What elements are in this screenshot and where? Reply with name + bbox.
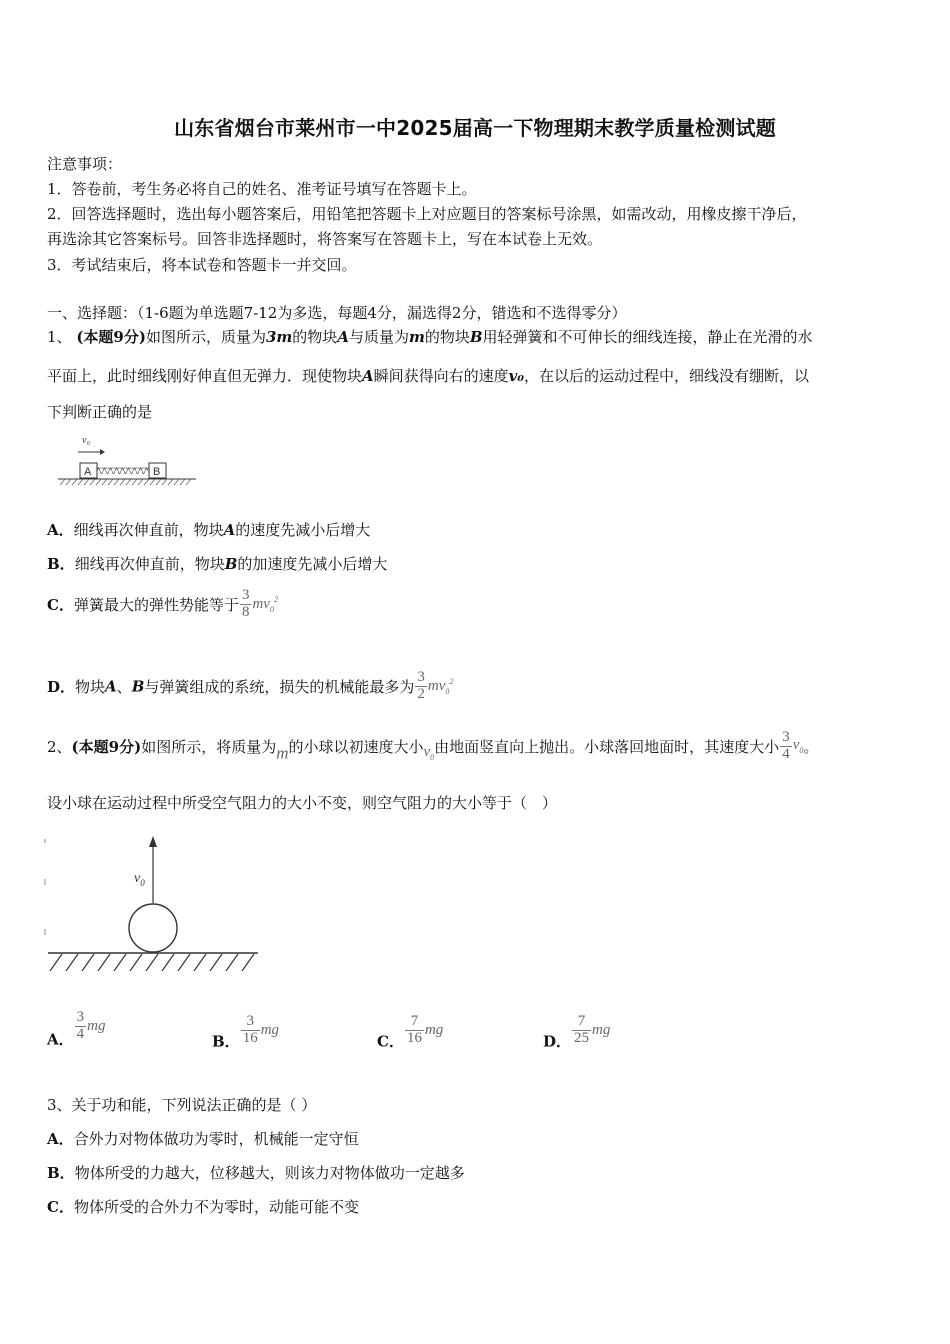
q1-fig-block-a-label: A (84, 466, 92, 478)
q2-fig-ball (129, 904, 177, 952)
expr-superscript: 2 (449, 676, 454, 686)
q1-option-b[interactable] (47, 553, 387, 574)
q2-fig-arrowhead (149, 836, 157, 847)
q1-figure (56, 433, 198, 491)
q3-option-b[interactable] (47, 1162, 465, 1183)
q1-fig-velocity-label: v₀ (82, 435, 90, 446)
option-label: D． (47, 677, 76, 696)
fraction-numerator: 3 (782, 729, 790, 745)
q2-number: 2、 (47, 737, 72, 756)
q1-stem-line2 (47, 365, 809, 386)
fraction-numerator: 3 (241, 587, 250, 603)
q2-text: 的小球以初速度大小 (288, 737, 424, 756)
expr-subscript: 0 (799, 746, 804, 756)
q1-text: ，在以后的运动过程中，细线没有绷断，以 (523, 367, 809, 385)
option-expression: mg (592, 1021, 611, 1038)
q2-text: 如图所示，将质量为 (141, 737, 277, 756)
fraction-denominator: 4 (782, 745, 790, 762)
q1-fig-spring (97, 469, 148, 474)
option-fraction (572, 1014, 591, 1047)
q1-score: (本题9分) (76, 328, 146, 346)
q2-option-b[interactable] (212, 1014, 279, 1051)
option-expression: mg (260, 1021, 280, 1038)
option-expression: mg (424, 1021, 444, 1038)
expr-base: mv (427, 677, 446, 694)
option-label: C． (377, 1032, 404, 1051)
q1-option-a[interactable] (47, 519, 370, 540)
option-expression: mg (87, 1017, 106, 1034)
section-heading: 一、选择题：（1-6题为单选题7-12为多选，每题4分，漏选得2分，错选和不选得零分） (47, 304, 627, 322)
expr-base: mv (252, 595, 270, 612)
option-block: A (105, 677, 117, 696)
q1-stem-line3: 下判断正确的是 (47, 403, 153, 421)
option-block: B (224, 555, 238, 573)
fraction-numerator: 7 (410, 1013, 419, 1029)
q2-initial-velocity (423, 744, 435, 763)
notice-item: 1．答卷前，考生务必将自己的姓名、准考证号填写在答题卡上。 (47, 180, 477, 198)
option-label: C． (47, 595, 74, 614)
fraction-numerator: 3 (76, 1009, 85, 1025)
option-expression (252, 596, 278, 612)
q1-text: 瞬间获得向右的速度 (373, 367, 509, 385)
q3-option-c[interactable] (47, 1196, 359, 1217)
q2-mass: m (276, 743, 289, 763)
q1-block-a: A (337, 328, 349, 346)
option-text: 细线再次伸直前，物块 (74, 555, 225, 573)
option-fraction (405, 1014, 424, 1047)
q2-final-velocity (792, 737, 804, 756)
q2-fig-v: v (134, 871, 141, 886)
q1-text: 如图所示，质量为 (145, 328, 266, 346)
q2-stem-line2: 设小球在运动过程中所受空气阻力的大小不变，则空气阻力的大小等于（ ） (47, 794, 558, 812)
q1-text: 与质量为 (348, 328, 409, 346)
q2-text: 。 (803, 737, 819, 756)
notice-item: 3．考试结束后，将本试卷和答题卡一并交回。 (47, 256, 357, 274)
q2-fraction (780, 730, 792, 763)
option-block: B (131, 677, 145, 696)
q1-text: 平面上，此时细线刚好伸直但无弹力．现使物块 (47, 367, 363, 385)
q1-fig-ground-hatch (60, 479, 191, 485)
q2-fig-ground-hatch (50, 954, 254, 971)
fraction-denominator: 2 (417, 685, 425, 702)
q1-text: 的物块 (292, 328, 338, 346)
q1-stem-line1 (47, 326, 813, 347)
expr-subscript: 0 (445, 686, 450, 696)
q2-option-c[interactable] (377, 1014, 443, 1051)
option-block: A (223, 521, 236, 539)
option-fraction (241, 1014, 260, 1047)
q3-option-a[interactable] (47, 1128, 359, 1149)
option-text: 与弹簧组成的系统，损失的机械能最多为 (144, 677, 415, 696)
option-label: D． (543, 1032, 572, 1051)
fraction-numerator: 7 (577, 1013, 586, 1029)
option-text: 的加速度先减小后增大 (237, 555, 388, 573)
q1-mass-b: m (408, 328, 425, 346)
q2-text: 由地面竖直向上抛出。小球落回地面时，其速度大小 (434, 737, 780, 756)
option-label: B． (47, 1164, 75, 1182)
q2-fig-v-sub: 0 (140, 878, 145, 888)
q2-score: (本题9分) (71, 737, 142, 756)
q1-velocity: v₀ (508, 367, 524, 385)
option-text: 细线再次伸直前，物块 (73, 521, 224, 539)
q1-mass-a: 3m (265, 328, 293, 346)
fraction-denominator: 16 (406, 1029, 422, 1046)
q2-option-d[interactable] (543, 1014, 610, 1051)
fraction-numerator: 3 (417, 669, 425, 685)
q1-block-a: A (362, 367, 374, 385)
option-label: B． (47, 555, 75, 573)
option-text: 物体所受的合外力不为零时，动能可能不变 (73, 1198, 359, 1216)
q2-fig-velocity-label (134, 871, 145, 888)
option-fraction (415, 670, 427, 703)
fraction-denominator: 25 (574, 1029, 590, 1046)
notice-item: 2．回答选择题时，选出每小题答案后，用铅笔把答题卡上对应题目的答案标号涂黑，如需改动，用橡皮擦干净后， (47, 205, 807, 223)
option-text: 的速度先减小后增大 (235, 521, 371, 539)
fraction-numerator: 3 (246, 1013, 254, 1029)
expr-base: v (792, 737, 800, 754)
q1-text: 的物块 (424, 328, 470, 346)
option-text: 弹簧最大的弹性势能等于 (73, 595, 239, 614)
expr-subscript: 0 (430, 753, 435, 763)
page-title: 山东省烟台市莱州市一中2025届高一下物理期末教学质量检测试题 (174, 116, 776, 140)
q2-stem-line1 (47, 730, 818, 763)
q2-figure (44, 833, 262, 975)
option-text: 、 (116, 677, 132, 696)
notice-heading: 注意事项： (47, 155, 123, 173)
option-fraction (240, 588, 252, 621)
option-label: B． (212, 1032, 240, 1051)
option-fraction (75, 1010, 87, 1043)
option-label: A． (47, 521, 74, 539)
expr-superscript: 2 (273, 594, 278, 604)
option-text: 物体所受的力越大，位移越大，则该力对物体做功一定越多 (74, 1164, 465, 1182)
option-label: A． (47, 1130, 74, 1148)
option-expression (428, 678, 454, 694)
notice-item: 再选涂其它答案标号。回答非选择题时，将答案写在答题卡上，写在本试卷上无效。 (47, 230, 603, 248)
option-label: C． (47, 1198, 74, 1216)
q1-fig-block-b-label: B (153, 466, 161, 478)
q2-option-a[interactable] (47, 1010, 105, 1049)
fraction-denominator: 16 (242, 1029, 258, 1046)
expr-base: v (423, 744, 431, 761)
expr-subscript: 0 (269, 604, 274, 614)
q1-block-b: B (469, 328, 483, 346)
option-text: 合外力对物体做功为零时，机械能一定守恒 (73, 1130, 359, 1148)
q1-option-c[interactable] (47, 588, 278, 621)
q1-option-d[interactable] (47, 670, 453, 703)
option-label: A． (47, 1030, 74, 1049)
fraction-denominator: 4 (76, 1025, 85, 1042)
q1-text: 用轻弹簧和不可伸长的细线连接，静止在光滑的水 (482, 328, 813, 346)
option-text: 物块 (75, 677, 106, 696)
fraction-denominator: 8 (241, 603, 250, 620)
q3-stem: 3、关于功和能，下列说法正确的是（ ） (47, 1096, 317, 1114)
q1-fig-arrowhead (100, 449, 105, 455)
q1-number: 1、 (47, 328, 72, 346)
